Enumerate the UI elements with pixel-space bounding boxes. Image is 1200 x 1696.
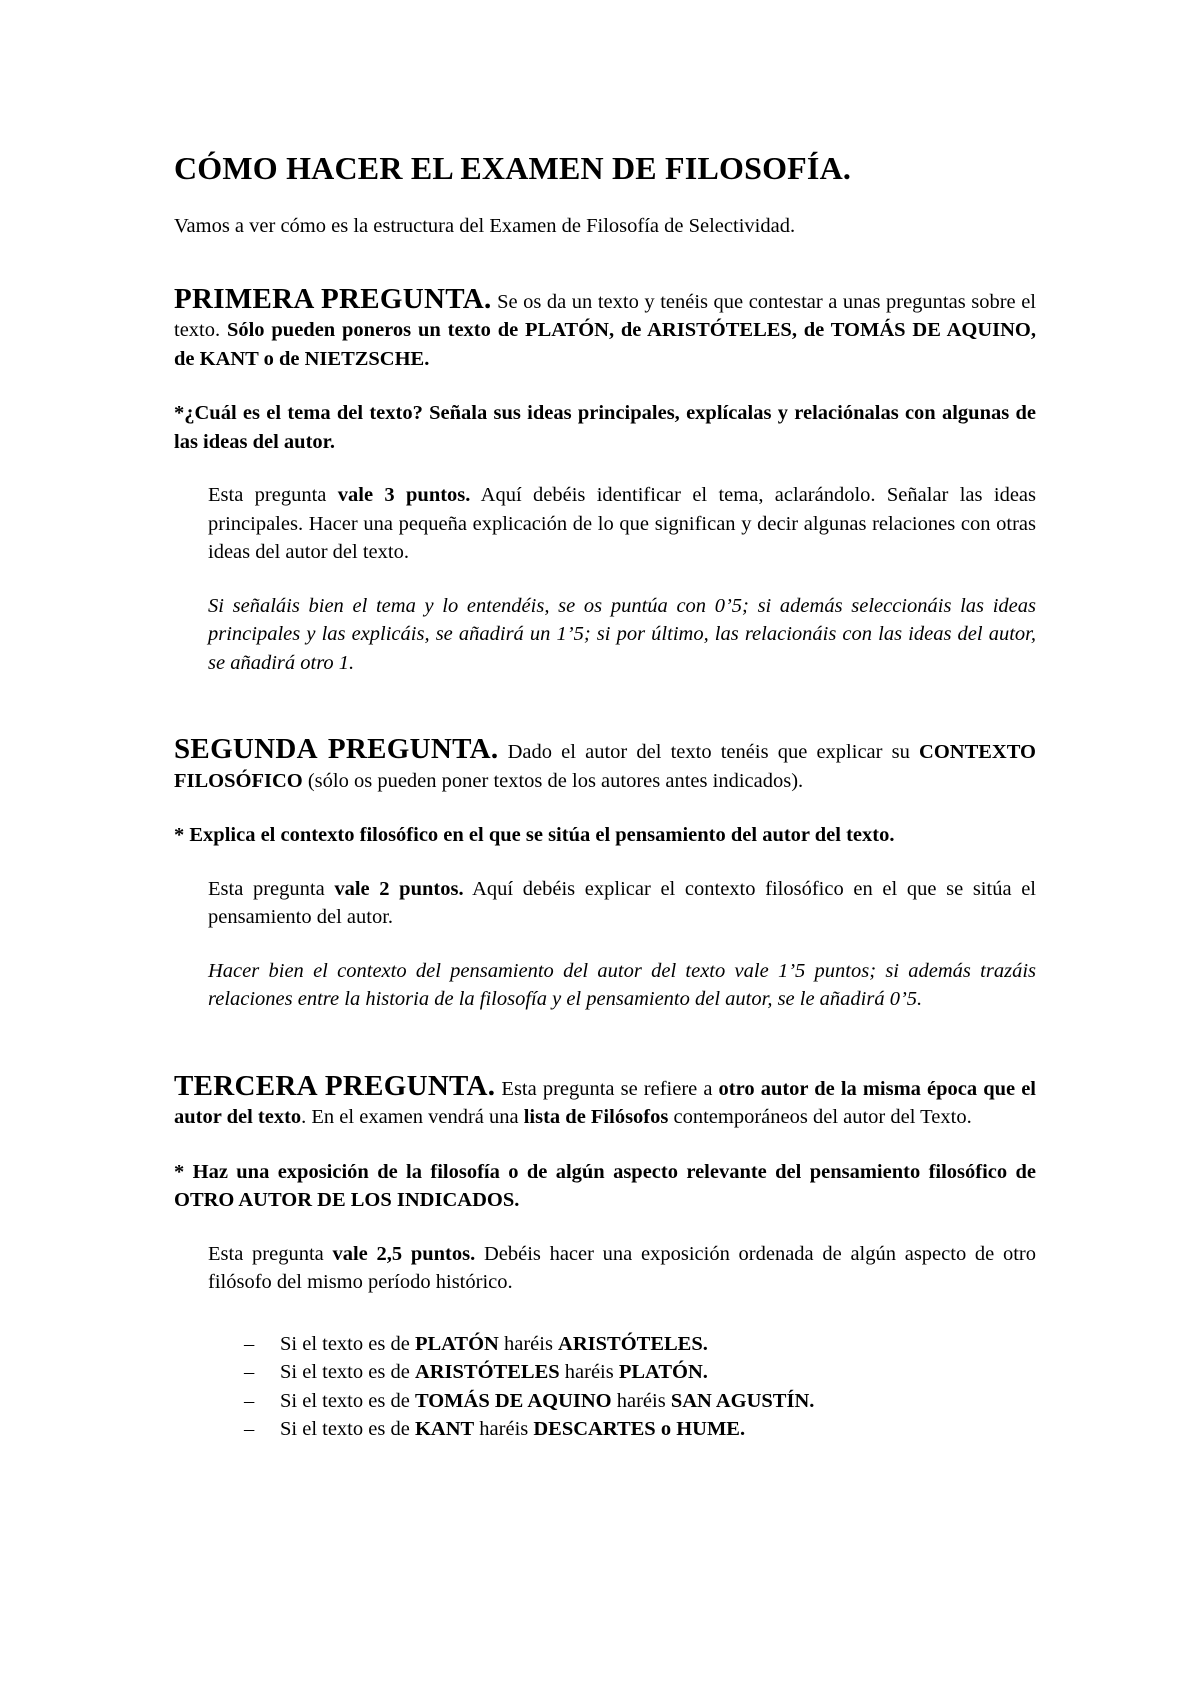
document-content: [174, 148, 1036, 1444]
list-item-text-author: KANT: [414, 1418, 475, 1440]
question-1-authors: Sólo pueden poneros un texto de PLATÓN, de ARISTÓTELES, de TOMÁS DE AQUINO, de KANT o de NIETZSCHE.: [174, 319, 1036, 370]
question-2-scoring: Hacer bien el contexto del pensamiento del autor del texto vale 1’5 puntos; si además trazáis relaciones entre la historia de la filosofía y el pensamiento del autor, se le añadirá 0’5.: [208, 959, 1036, 1010]
question-2-points: vale 2 puntos.: [334, 877, 464, 900]
list-item-lead: Si el texto es de: [280, 1418, 415, 1440]
intro-paragraph: Vamos a ver cómo es la estructura del Examen de Filosofía de Selectividad.: [174, 215, 796, 237]
question-3-list-label: lista de Filósofos: [523, 1106, 669, 1128]
list-item-connector: haréis: [611, 1389, 671, 1412]
question-2-text-end: (sólo os pueden poner textos de los autores antes indicados).: [302, 769, 804, 792]
question-3-same-epoch: otro autor de la misma época que el autor del texto: [174, 1077, 1036, 1128]
list-item-connector: haréis: [474, 1418, 534, 1440]
question-3-text-mid: . En el examen vendrá una: [301, 1106, 524, 1128]
question-2-explanation: [208, 875, 1036, 932]
list-item: [280, 1358, 1036, 1387]
list-item: [280, 1330, 1036, 1359]
question-1-title: PRIMERA PREGUNTA.: [174, 282, 492, 315]
question-1-explanation: [208, 481, 1036, 567]
list-item: [280, 1387, 1036, 1416]
document-title: CÓMO HACER EL EXAMEN DE FILOSOFÍA.: [174, 150, 852, 186]
question-3-title: TERCERA PREGUNTA.: [174, 1069, 496, 1102]
question-3-statement: [174, 1069, 1036, 1132]
question-2-explanation-lead: Esta pregunta: [208, 877, 335, 900]
question-3-instruction: * Haz una exposición de la filosofía o de algún aspecto relevante del pensamiento filosófico de OTRO AUTOR DE LOS INDICADOS.: [174, 1160, 1036, 1211]
question-2-text: Dado el autor del texto tenéis que explicar su: [498, 741, 920, 763]
question-2-explanation-body: Aquí debéis explicar el contexto filosófico en el que se sitúa el pensamiento del autor.: [208, 877, 1036, 928]
question-1-text: Se os da un texto y tenéis que contestar a unas preguntas sobre el texto.: [174, 290, 1036, 341]
question-1-explanation-body: Aquí debéis identificar el tema, aclarándolo. Señalar las ideas principales. Hacer una pequeña explicación de lo que significan y decir algunas relaciones con otras ideas del autor del texto.: [208, 484, 1036, 563]
question-3-explanation-body: Debéis hacer una exposición ordenada de algún aspecto de otro filósofo del mismo período histórico.: [208, 1242, 1037, 1293]
question-2-section: [174, 735, 1036, 1014]
list-item-answer-author: ARISTÓTELES.: [558, 1332, 708, 1355]
list-item-answer-author: DESCARTES o HUME.: [533, 1418, 746, 1440]
question-1-scoring: Si señaláis bien el tema y lo entendéis, se os puntúa con 0’5; si además seleccionáis las ideas principales y las explicáis, se añadirá un 1’5; si por último, las relacionáis con las ideas del autor, se añadirá otro 1.: [208, 594, 1036, 674]
list-item-text-author: ARISTÓTELES: [414, 1361, 560, 1383]
list-item-answer-author: SAN AGUSTÍN.: [670, 1389, 815, 1412]
list-item-lead: Si el texto es de: [280, 1361, 415, 1383]
list-item-lead: Si el texto es de: [280, 1332, 415, 1355]
list-item-text-author: PLATÓN: [414, 1332, 499, 1355]
question-1-statement: [174, 282, 1036, 374]
question-1-explanation-lead: Esta pregunta: [208, 484, 338, 506]
author-pairing-list: [174, 1330, 1036, 1444]
question-3-explanation: [208, 1240, 1036, 1297]
question-3-explanation-lead: Esta pregunta: [208, 1242, 333, 1265]
question-2-title: SEGUNDA PREGUNTA.: [174, 733, 499, 765]
list-item-connector: haréis: [498, 1332, 559, 1355]
question-2-context: CONTEXTO FILOSÓFICO: [174, 741, 1036, 792]
question-3-points: vale 2,5 puntos.: [332, 1242, 476, 1265]
question-1-instruction: *¿Cuál es el tema del texto? Señala sus ideas principales, explícalas y relaciónalas con algunas de las ideas del autor.: [174, 402, 1036, 453]
question-2-instruction: * Explica el contexto filosófico en el que se sitúa el pensamiento del autor del texto.: [174, 824, 895, 846]
question-1-points: vale 3 puntos.: [337, 484, 471, 506]
question-3-text-end: contemporáneos del autor del Texto.: [668, 1106, 972, 1128]
question-3-text: Esta pregunta se refiere a: [495, 1077, 719, 1100]
list-item: [280, 1415, 1036, 1444]
question-2-statement: [174, 735, 1036, 795]
list-item-answer-author: PLATÓN.: [618, 1361, 708, 1383]
list-item-connector: haréis: [559, 1361, 619, 1383]
list-item-lead: Si el texto es de: [280, 1389, 415, 1412]
question-1-section: [174, 282, 1036, 678]
question-3-section: [174, 1069, 1037, 1444]
list-item-text-author: TOMÁS DE AQUINO: [414, 1389, 612, 1412]
